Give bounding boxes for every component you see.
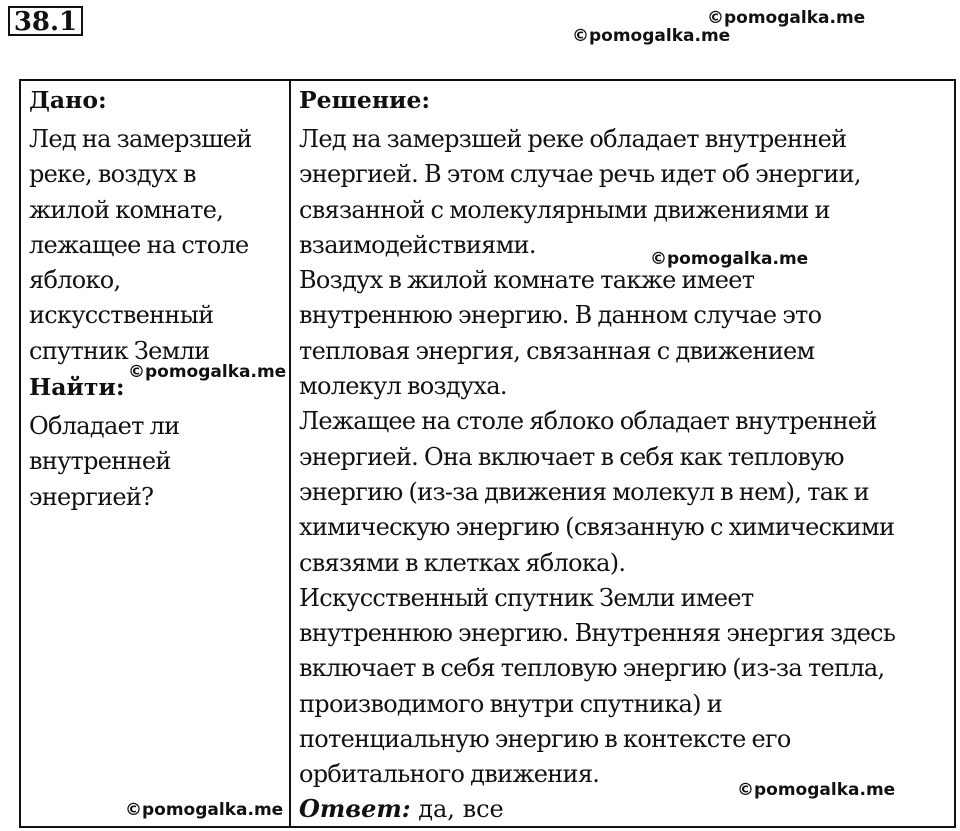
- given-line: спутник Земли: [29, 336, 210, 365]
- watermark: ©pomogalka.me: [737, 780, 896, 800]
- find-heading: Найти:: [29, 373, 125, 402]
- solution-line: связями в клетках яблока).: [299, 548, 626, 577]
- given-column: [29, 83, 287, 515]
- solution-line: производимого внутри спутника) и: [299, 689, 723, 718]
- solution-line: связанной с молекулярными движениями и: [299, 195, 830, 224]
- solution-line: энергию (из-за движения молекул в нем), так и: [299, 477, 869, 506]
- given-heading: Дано:: [29, 86, 107, 114]
- solution-line: энергией. Она включает в себя как тепловую: [299, 442, 844, 471]
- find-line: энергией?: [29, 482, 154, 511]
- given-line: яблоко,: [29, 266, 121, 295]
- watermark: ©pomogalka.me: [128, 362, 287, 382]
- given-line: жилой комнате,: [29, 195, 224, 224]
- solution-line: орбитального движения.: [299, 760, 600, 789]
- answer-label: Ответ:: [299, 793, 411, 823]
- given-line: искусственный: [29, 301, 214, 330]
- solution-line: внутреннюю энергию. Внутренняя энергия здесь: [299, 619, 896, 648]
- find-line: Обладает ли: [29, 412, 180, 441]
- solution-line: Воздух в жилой комнате также имеет: [299, 266, 755, 295]
- watermark: ©pomogalka.me: [125, 800, 284, 820]
- solution-line: включает в себя тепловую энергию (из-за тепла,: [299, 654, 885, 683]
- solution-line: тепловая энергия, связанная с движением: [299, 336, 815, 365]
- column-divider: [289, 79, 291, 828]
- watermark: ©pomogalka.me: [707, 8, 866, 28]
- given-text: [29, 122, 287, 369]
- solution-line: Лед на замерзшей реке обладает внутренней: [299, 125, 847, 153]
- solution-line: химическую энергию (связанную с химическими: [299, 513, 895, 542]
- solution-line: внутреннюю энергию. В данном случае это: [299, 301, 822, 330]
- given-line: лежащее на столе: [29, 230, 249, 259]
- solution-line: энергией. В этом случае речь идет об энергии,: [299, 160, 861, 189]
- solution-line: взаимодействиями.: [299, 230, 536, 259]
- solution-line: молекул воздуха.: [299, 372, 507, 401]
- solution-text: [299, 122, 949, 793]
- find-text: [29, 409, 287, 515]
- given-line: Лед на замерзшей: [29, 125, 252, 153]
- answer-text: да, все: [410, 794, 504, 823]
- watermark: ©pomogalka.me: [650, 249, 809, 269]
- solution-column: [299, 83, 949, 825]
- solution-line: Искусственный спутник Земли имеет: [299, 583, 754, 612]
- solution-line: потенциальную энергию в контексте его: [299, 725, 791, 754]
- solution-line: Лежащее на столе яблоко обладает внутренней: [299, 407, 877, 436]
- problem-number: 38.1: [8, 6, 83, 36]
- find-line: внутренней: [29, 447, 171, 476]
- watermark: ©pomogalka.me: [572, 26, 731, 46]
- given-line: реке, воздух в: [29, 160, 196, 189]
- solution-heading: Решение:: [299, 86, 431, 114]
